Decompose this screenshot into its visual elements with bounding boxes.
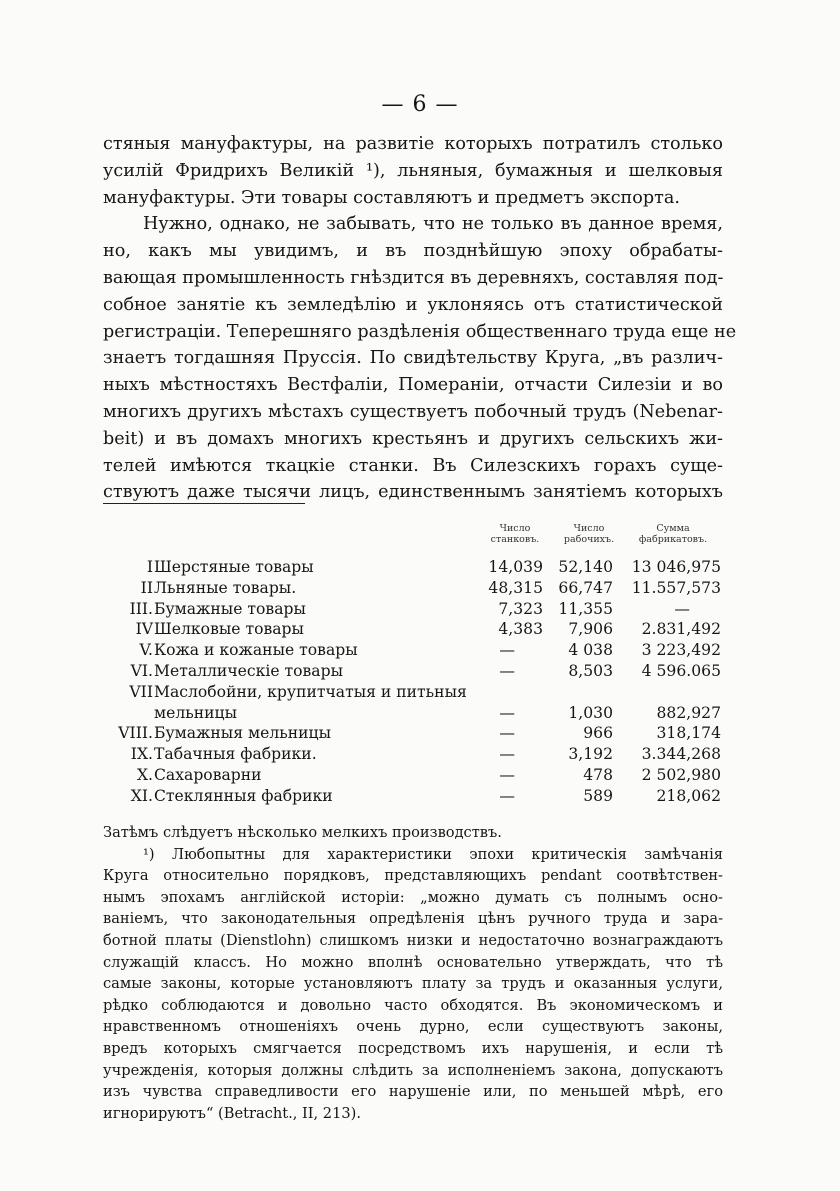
text-line: ствуютъ даже тысячи лицъ, единственнымъ занятіемъ которыхъ	[103, 482, 723, 503]
text-line: многихъ другихъ мѣстахъ существуетъ побочный трудъ (Nebenar-	[103, 401, 723, 422]
industry-table	[103, 523, 723, 807]
row-sum: —	[674, 599, 690, 618]
row-number: V.	[139, 641, 153, 660]
row-sum: 3 223,492	[641, 641, 721, 660]
text-line: ныхъ мѣстностяхъ Вестфаліи, Помераніи, отчасти Силезіи и во	[103, 375, 723, 396]
table-row	[103, 682, 723, 724]
row-looms: —	[499, 765, 515, 784]
header-looms: Число станковъ.	[490, 523, 540, 545]
row-sum: 2 502,980	[641, 765, 721, 784]
text-line: мануфактуры. Эти товары составляютъ и предметъ экспорта.	[103, 187, 680, 208]
footnote-line: учрежденія, которыя должны слѣдить за исполненіемъ закона, допускаютъ	[103, 1061, 723, 1079]
row-workers: 52,140	[558, 558, 613, 576]
row-name: Льняные товары.	[154, 578, 297, 597]
text-line: собное занятіе къ земледѣлію и уклоняясь отъ статистической	[103, 294, 723, 315]
text-line: beit) и въ домахъ многихъ крестьянъ и другихъ сельскихъ жи-	[103, 428, 723, 449]
row-number: II	[140, 578, 153, 597]
row-sum: 3.344,268	[641, 745, 721, 764]
header-sum: Сумма фабрикатовъ.	[638, 523, 708, 545]
text-line: но, какъ мы увидимъ, и въ позднѣйшую эпоху обрабаты-	[103, 241, 723, 262]
footnote-line: нравственномъ отношеніяхъ очень дурно, если существуютъ законы,	[103, 1018, 723, 1036]
row-name: Бумажныя мельницы	[154, 724, 331, 743]
row-looms: —	[499, 724, 515, 743]
row-workers: 11,355	[558, 599, 613, 618]
row-sum: 882,927	[656, 703, 721, 722]
row-number: VI.	[130, 661, 153, 680]
row-workers: 966	[583, 724, 613, 743]
row-number: III.	[129, 599, 153, 618]
footnote-line: Круга относительно порядковъ, представляющихъ pendant соотвѣтствен-	[103, 867, 723, 885]
row-sum: 2.831,492	[641, 620, 721, 639]
table-row	[103, 619, 723, 640]
row-looms: —	[499, 661, 515, 680]
table-row	[103, 640, 723, 661]
footnote	[103, 822, 723, 1124]
page-number: — 6 —	[381, 92, 459, 117]
row-name: Шерстяные товары	[154, 558, 314, 576]
row-workers: 1,030	[568, 703, 613, 722]
footnote-divider	[103, 503, 305, 504]
table-row	[103, 786, 723, 807]
row-sum: 218,062	[656, 786, 721, 805]
row-workers: 8,503	[568, 661, 613, 680]
row-name: Металлическіе товары	[154, 661, 343, 680]
row-name: Сахароварни	[154, 765, 262, 784]
footnote-line: служащій классъ. Но можно вполнѣ основательно утверждать, что тѣ	[103, 953, 723, 971]
row-sum: 4 596.065	[641, 661, 721, 680]
row-number: I	[146, 558, 153, 576]
table-row	[103, 557, 723, 578]
table-row	[103, 578, 723, 599]
footnote-line: игнорируютъ“ (Betracht., II, 213).	[103, 1104, 361, 1122]
row-looms: 4,383	[498, 620, 543, 639]
text-line: стяныя мануфактуры, на развитіе которыхъ потратилъ столько	[103, 134, 723, 154]
table-row	[103, 599, 723, 620]
row-sum: 13 046,975	[631, 558, 721, 576]
main-text	[103, 131, 737, 506]
footnote-line: нымъ эпохамъ англійской исторіи: „можно думать съ полнымъ осно-	[103, 888, 723, 906]
row-number: IX.	[130, 745, 153, 764]
row-looms: 7,323	[498, 599, 543, 618]
footnote-line: ботной платы (Dienstlohn) слишкомъ низки и недостаточно вознаграждаютъ	[103, 931, 723, 949]
table-row	[103, 723, 723, 744]
text-line: вающая промышленность гнѣздится въ деревняхъ, составляя под-	[103, 267, 724, 288]
row-number: IV	[135, 620, 153, 639]
row-looms: 14,039	[488, 558, 543, 576]
table-header	[103, 523, 723, 557]
row-workers: 66,747	[558, 578, 613, 597]
table-row	[103, 765, 723, 786]
row-looms: —	[499, 745, 515, 764]
row-name: Стеклянныя фабрики	[154, 786, 333, 805]
footnote-line: самые законы, которые установляютъ плату за трудъ и оказанныя услуги,	[103, 975, 723, 993]
row-name: Шелковые товары	[154, 620, 304, 639]
row-number: VII	[129, 682, 153, 701]
text-line: Нужно, однако, не забывать, что не только въ данное время,	[143, 214, 723, 235]
row-workers: 589	[583, 786, 613, 805]
row-workers: 4 038	[568, 641, 613, 660]
row-looms: —	[499, 786, 515, 805]
table-row	[103, 744, 723, 765]
footnote-line: Затѣмъ слѣдуетъ нѣсколько мелкихъ производствъ.	[103, 824, 502, 841]
row-name: Табачныя фабрики.	[154, 745, 317, 764]
text-line: телей имѣются ткацкіе станки. Въ Силезскихъ горахъ суще-	[103, 455, 723, 476]
footnote-line: ваніемъ, что законодательныя опредѣленія цѣнъ ручного труда и зара-	[103, 910, 723, 928]
table-row	[103, 661, 723, 682]
row-name: Бумажные товары	[154, 599, 306, 618]
row-looms: —	[499, 703, 515, 722]
row-number: XI.	[130, 786, 153, 805]
row-looms: 48,315	[488, 578, 543, 597]
row-workers: 7,906	[568, 620, 613, 639]
text-line: регистраціи. Теперешняго раздѣленія общественнаго труда еще не	[103, 321, 737, 342]
row-name: Маслобойни, крупитчатыя и питьныя мельницы	[154, 682, 467, 722]
row-number: X.	[136, 765, 153, 784]
text-line: знаетъ тогдашняя Пруссія. По свидѣтельству Круга, „въ различ-	[103, 348, 723, 369]
row-name: Кожа и кожаные товары	[154, 641, 358, 660]
row-looms: —	[499, 641, 515, 660]
row-number: VIII.	[118, 724, 153, 743]
row-sum: 11.557,573	[631, 578, 721, 597]
row-sum: 318,174	[656, 724, 721, 743]
text-line: усилій Фридрихъ Великій ¹), льняныя, бумажныя и шелковыя	[103, 160, 723, 181]
row-workers: 478	[583, 765, 613, 784]
row-workers: 3,192	[568, 745, 613, 764]
footnote-line: вредъ которыхъ смягчается посредствомъ ихъ нарушенія, и если тѣ	[103, 1039, 723, 1057]
header-workers: Число рабочихъ.	[563, 523, 615, 545]
footnote-line: ¹) Любопытны для характеристики эпохи критическія замѣчанія	[143, 845, 723, 863]
footnote-line: рѣдко соблюдаются и довольно часто обходятся. Въ экономическомъ и	[103, 996, 723, 1014]
footnote-line: изъ чувства справедливости его нарушеніе или, по меньшей мѣрѣ, его	[103, 1083, 723, 1101]
